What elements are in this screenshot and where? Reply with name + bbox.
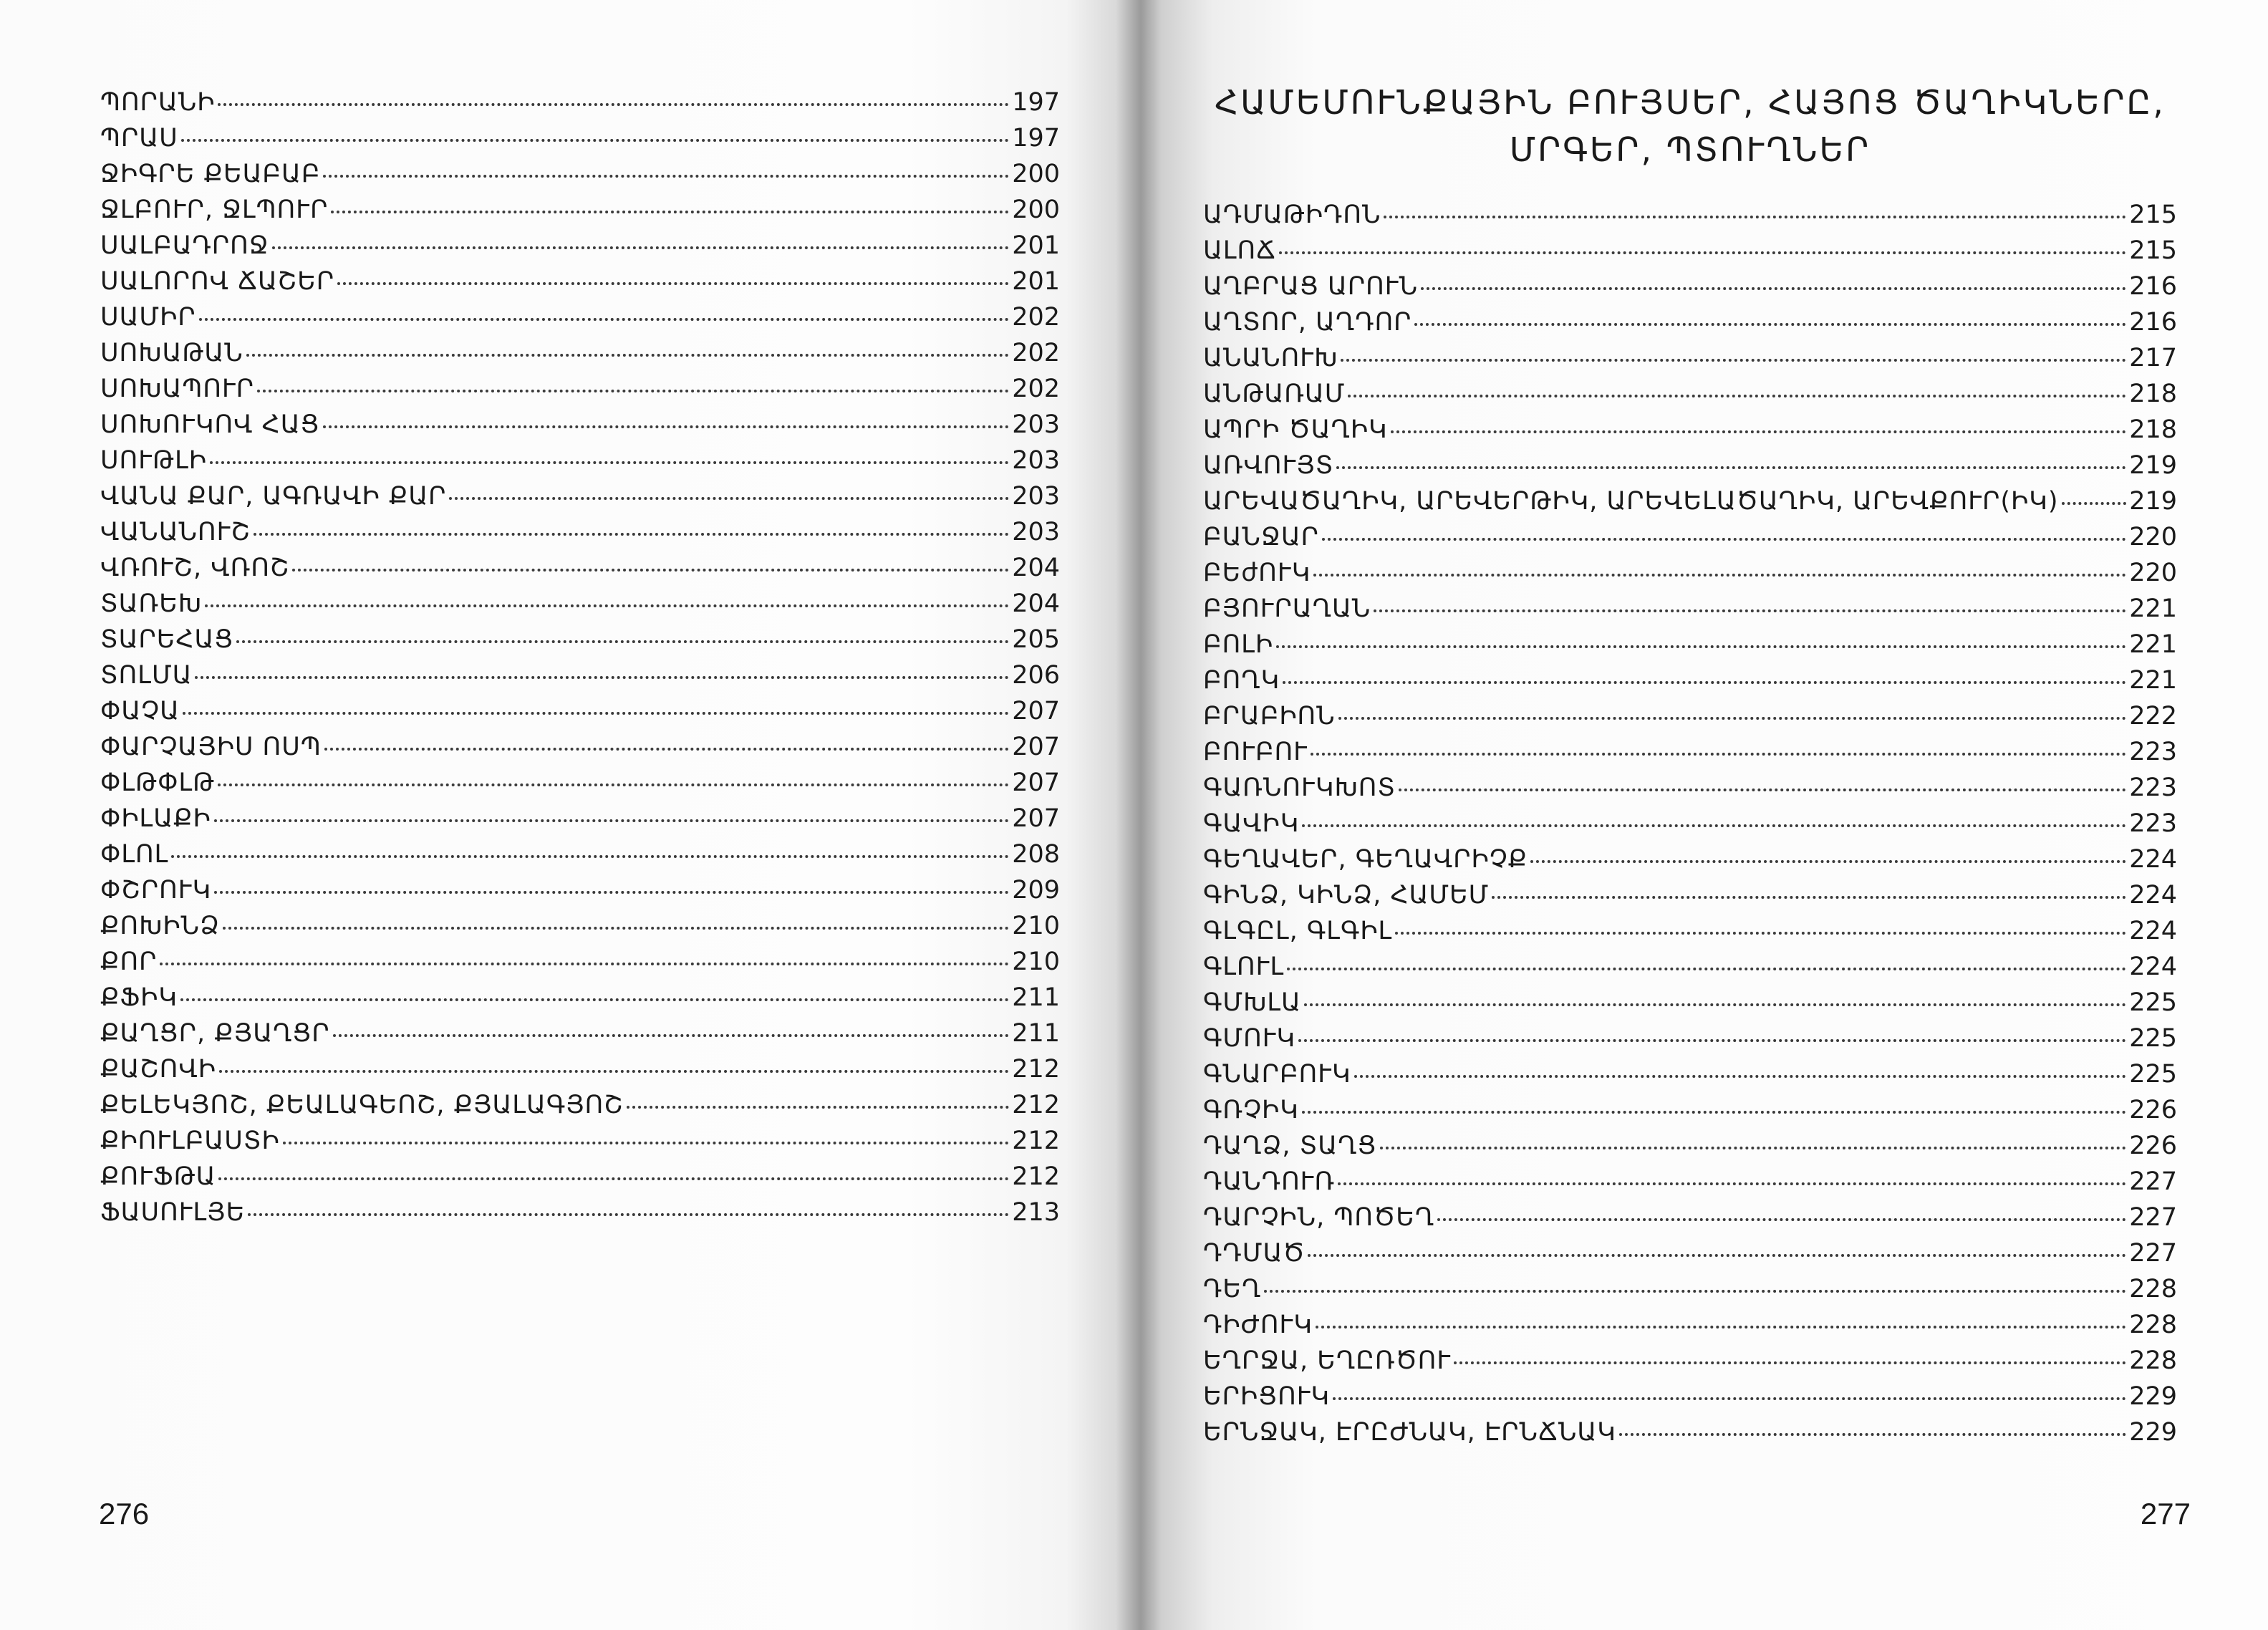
right-toc-list [1203, 197, 2177, 1450]
toc-entry-title: ՓԼՈԼ [100, 840, 169, 869]
toc-entry [100, 836, 1060, 872]
toc-entry-title: ԱՂԲՐԱՑ ԱՐՈՒՆ [1203, 272, 1419, 301]
left-page [0, 0, 1117, 1630]
toc-entry-page-number: 215 [2129, 236, 2177, 265]
dot-leader [1316, 1326, 2126, 1328]
toc-entry [1203, 233, 2177, 269]
toc-entry [1203, 662, 2177, 698]
dot-leader [1311, 753, 2126, 756]
dot-leader [1264, 1290, 2126, 1293]
toc-entry-title: ՔԱՇՈՎԻ [100, 1055, 216, 1084]
toc-entry-title: ՋԻԳՐԵ ՔԵԱԲԱԲ [100, 160, 321, 188]
dot-leader [246, 354, 1009, 357]
toc-entry-page-number: 219 [2129, 451, 2177, 480]
toc-entry-title: ՓԱՐՉԱՅԻՍ ՈՍՊ [100, 733, 322, 761]
toc-entry-page-number: 217 [2129, 344, 2177, 372]
toc-entry-title: ԲՅՈՒՐԱՂԱՆ [1203, 594, 1371, 623]
toc-entry [100, 729, 1060, 765]
toc-entry-title: ՔՈԽԻՆՁ [100, 912, 220, 940]
toc-entry [1203, 519, 2177, 555]
toc-entry-page-number: 201 [1012, 231, 1060, 260]
toc-entry-title: ՍԱՄԻՐ [100, 303, 196, 332]
toc-entry-title: ԳՄԽԼԱ [1203, 988, 1301, 1017]
toc-entry [1203, 1414, 2177, 1450]
dot-leader [323, 425, 1010, 428]
toc-entry [1203, 1307, 2177, 1343]
toc-entry-page-number: 220 [2129, 523, 2177, 551]
toc-entry [1203, 1056, 2177, 1092]
toc-entry-title: ՔՖԻԿ [100, 983, 178, 1012]
toc-entry [100, 765, 1060, 801]
toc-entry-title: ԱՆԹԱՌԱՄ [1203, 380, 1346, 408]
dot-leader [1304, 1003, 2126, 1006]
dot-leader [283, 1142, 1010, 1144]
section-title-line-2: ՄՐԳԵՐ, ՊՏՈՒՂՆԵՐ [1509, 130, 1871, 169]
toc-entry-page-number: 221 [2129, 666, 2177, 695]
toc-entry-title: ԴԻԺՈՒԿ [1203, 1311, 1313, 1339]
toc-entry-title: ՓԱՉԱ [100, 697, 180, 725]
toc-entry [100, 1159, 1060, 1195]
dot-leader [218, 103, 1009, 106]
dot-leader [1322, 538, 2126, 541]
toc-entry-page-number: 204 [1012, 554, 1060, 582]
toc-entry-page-number: 227 [2129, 1203, 2177, 1232]
dot-leader [1530, 860, 2126, 863]
toc-entry-page-number: 228 [2129, 1346, 2177, 1375]
dot-leader [331, 211, 1009, 213]
toc-entry-title: ԱՌՎՈՒՅՏ [1203, 451, 1334, 480]
toc-entry-page-number: 200 [1012, 196, 1060, 224]
toc-entry-title: ՏՈԼՄԱ [100, 661, 193, 690]
toc-entry [1203, 448, 2177, 483]
toc-entry-title: ԲՈՒԲՈՒ [1203, 738, 1308, 766]
dot-leader [1395, 932, 2126, 935]
dot-leader [1338, 1182, 2126, 1185]
toc-entry-page-number: 223 [2129, 809, 2177, 838]
toc-entry-page-number: 226 [2129, 1132, 2177, 1160]
dot-leader [337, 282, 1009, 285]
toc-entry-title: ՊՈՐԱՆԻ [100, 88, 216, 117]
toc-entry-title: ԳԼԳԸԼ, ԳԼԳԻԼ [1203, 917, 1393, 945]
section-title [1203, 79, 2177, 173]
toc-entry-title: ՔՈՒՖԹԱ [100, 1162, 216, 1191]
toc-entry-page-number: 222 [2129, 702, 2177, 730]
dot-leader [1414, 323, 2126, 326]
toc-entry-title: ԱՐԵՎԱԾԱՂԻԿ, ԱՐԵՎԵՐԹԻԿ, ԱՐԵՎԵԼԱԾԱՂԻԿ, ԱՐԵՎՔՈՒՐ(ԻԿ) [1203, 487, 2059, 516]
toc-entry [100, 407, 1060, 443]
toc-entry [1203, 1200, 2177, 1235]
dot-leader [1421, 287, 2126, 290]
toc-entry-page-number: 215 [2129, 201, 2177, 229]
dot-leader [257, 390, 1009, 392]
toc-entry-title: ՋԼԲՈՒՐ, ՋԼՊՈՒՐ [100, 196, 329, 224]
toc-entry-page-number: 224 [2129, 881, 2177, 910]
toc-entry [1203, 627, 2177, 662]
toc-entry-page-number: 228 [2129, 1311, 2177, 1339]
toc-entry-page-number: 197 [1012, 124, 1060, 153]
toc-entry-title: ԴԵՂ [1203, 1275, 1262, 1303]
dot-leader [323, 175, 1009, 178]
toc-entry-title: ՎՌՈՒՇ, ՎՌՈՇ [100, 554, 290, 582]
toc-entry-title: ԳՆԱՐԲՈՒԿ [1203, 1060, 1351, 1089]
toc-entry-title: ԴԱՂՁ, ՏԱՂՑ [1203, 1132, 1377, 1160]
toc-entry-title: ՔԵԼԵԿՅՈՇ, ՔԵԱԼԱԳԵՈՇ, ՔՅԱԼԱԳՅՈՇ [100, 1091, 624, 1119]
toc-entry-page-number: 218 [2129, 380, 2177, 408]
dot-leader [1283, 681, 2126, 684]
right-page [1146, 0, 2268, 1630]
toc-entry-page-number: 224 [2129, 845, 2177, 874]
toc-entry [100, 550, 1060, 586]
toc-entry [100, 192, 1060, 228]
dot-leader [1437, 1218, 2126, 1221]
toc-entry-page-number: 212 [1012, 1162, 1060, 1191]
toc-entry [1203, 269, 2177, 304]
dot-leader [236, 640, 1009, 643]
dot-leader [181, 139, 1009, 142]
toc-entry-page-number: 225 [2129, 1024, 2177, 1053]
toc-entry-title: ՍԱԼԲԱԴՐՈՋ [100, 231, 269, 260]
toc-entry [1203, 770, 2177, 806]
toc-entry-title: ՍՈԽՈՒԿՈՎ ՀԱՑ [100, 410, 320, 439]
toc-entry-title: ՔԱՂՑՐ, ՔՅԱՂՑՐ [100, 1019, 330, 1048]
toc-entry [1203, 591, 2177, 627]
toc-entry-title: ՍՈՒԹԼԻ [100, 446, 207, 475]
dot-leader [324, 748, 1009, 751]
dot-leader [1333, 1397, 2126, 1400]
toc-entry [100, 120, 1060, 156]
toc-entry-title: ԳԻՆՁ, ԿԻՆՁ, ՀԱՄԵՄ [1203, 881, 1490, 910]
toc-entry [1203, 734, 2177, 770]
right-page-number: 277 [2140, 1497, 2191, 1530]
toc-entry-page-number: 203 [1012, 518, 1060, 546]
toc-entry-page-number: 223 [2129, 773, 2177, 802]
toc-entry-title: ՊՐԱՍ [100, 124, 178, 153]
dot-leader [1308, 1254, 2126, 1257]
dot-leader [1276, 645, 2126, 648]
dot-leader [160, 963, 1009, 965]
dot-leader [1313, 574, 2126, 577]
toc-entry-page-number: 212 [1012, 1127, 1060, 1155]
toc-entry [1203, 1021, 2177, 1056]
toc-entry-title: ՓԼԹՓԼԹ [100, 768, 216, 797]
toc-entry-page-number: 216 [2129, 272, 2177, 301]
dot-leader [199, 318, 1010, 321]
toc-entry-title: ՍԱԼՈՐՈՎ ՃԱՇԵՐ [100, 267, 335, 296]
toc-entry [1203, 806, 2177, 841]
toc-entry-page-number: 207 [1012, 733, 1060, 761]
toc-entry-title: ԱԴՄԱԹԻԴՈՆ [1203, 201, 1381, 229]
dot-leader [218, 783, 1009, 786]
toc-entry-page-number: 206 [1012, 661, 1060, 690]
toc-entry-page-number: 203 [1012, 482, 1060, 511]
toc-entry-title: ԲՈԼԻ [1203, 630, 1274, 659]
toc-entry [100, 944, 1060, 980]
toc-entry [100, 514, 1060, 550]
toc-entry-page-number: 200 [1012, 160, 1060, 188]
toc-entry [1203, 985, 2177, 1021]
toc-entry [100, 908, 1060, 944]
toc-entry-page-number: 211 [1012, 983, 1060, 1012]
toc-entry-page-number: 202 [1012, 303, 1060, 332]
toc-entry-page-number: 208 [1012, 840, 1060, 869]
toc-entry-page-number: 221 [2129, 630, 2177, 659]
dot-leader [1302, 824, 2126, 827]
toc-entry-title: ԲԱՆՋԱՐ [1203, 523, 1319, 551]
toc-entry-page-number: 212 [1012, 1055, 1060, 1084]
toc-entry [1203, 197, 2177, 233]
dot-leader [1492, 896, 2126, 899]
toc-entry [100, 980, 1060, 1016]
left-page-number: 276 [99, 1497, 150, 1530]
toc-entry-page-number: 229 [2129, 1382, 2177, 1411]
toc-entry [1203, 1379, 2177, 1414]
toc-entry [100, 1195, 1060, 1230]
toc-entry-page-number: 225 [2129, 988, 2177, 1017]
toc-entry [100, 801, 1060, 836]
toc-entry-title: ԲՈՂԿ [1203, 666, 1280, 695]
toc-entry [100, 586, 1060, 622]
toc-entry-page-number: 228 [2129, 1275, 2177, 1303]
toc-entry [100, 872, 1060, 908]
dot-leader [1341, 359, 2126, 362]
toc-entry-title: ԱՊՐԻ ԾԱՂԻԿ [1203, 415, 1388, 444]
toc-entry-page-number: 210 [1012, 912, 1060, 940]
dot-leader [333, 1034, 1010, 1037]
toc-entry [100, 1087, 1060, 1123]
toc-entry-page-number: 212 [1012, 1091, 1060, 1119]
toc-entry-title: ՍՈԽԱՊՈՒՐ [100, 375, 255, 403]
dot-leader [2062, 502, 2127, 505]
toc-entry-page-number: 211 [1012, 1019, 1060, 1048]
dot-leader [210, 461, 1009, 464]
dot-leader [219, 1070, 1009, 1073]
dot-leader [1391, 430, 2127, 433]
toc-entry-page-number: 224 [2129, 953, 2177, 981]
toc-entry-page-number: 216 [2129, 308, 2177, 337]
toc-entry-page-number: 221 [2129, 594, 2177, 623]
toc-entry-title: ԴԱՐՉԻՆ, ՊՈԾԵՂ [1203, 1203, 1435, 1232]
toc-entry-title: ԵՐՆՋԱԿ, ԷՐԸԺՆԱԿ, ԷՐՆՃՆԱԿ [1203, 1418, 1616, 1447]
toc-entry [100, 85, 1060, 120]
toc-entry-page-number: 207 [1012, 804, 1060, 833]
toc-entry [1203, 1128, 2177, 1164]
section-title-line-1: ՀԱՄԵՄՈՒՆՔԱՅԻՆ ԲՈՒՅՍԵՐ, ՀԱՅՈՑ ԾԱՂԻԿՆԵՐԸ, [1215, 83, 2166, 122]
toc-entry [100, 1016, 1060, 1051]
dot-leader [1287, 968, 2126, 970]
toc-entry-page-number: 207 [1012, 697, 1060, 725]
dot-leader [1454, 1361, 2126, 1364]
toc-entry-title: ԳԱՎԻԿ [1203, 809, 1300, 838]
toc-entry [1203, 841, 2177, 877]
toc-entry-title: ՓՇՐՈՒԿ [100, 876, 212, 905]
toc-entry [1203, 1164, 2177, 1200]
toc-entry-title: ԴԴՄԱԾ [1203, 1239, 1306, 1268]
toc-entry-title: ԳՌՉԻԿ [1203, 1096, 1299, 1124]
toc-entry [100, 335, 1060, 371]
toc-entry-page-number: 225 [2129, 1060, 2177, 1089]
toc-entry [100, 478, 1060, 514]
toc-entry-title: ԳԵՂԱՎԵՐ, ԳԵՂԱՎՐԻՉՔ [1203, 845, 1528, 874]
toc-entry [100, 264, 1060, 299]
dot-leader [180, 998, 1009, 1001]
toc-entry [1203, 698, 2177, 734]
toc-entry-title: ՎԱՆԱ ՔԱՐ, ԱԳՌԱՎԻ ՔԱՐ [100, 482, 447, 511]
toc-entry-page-number: 207 [1012, 768, 1060, 797]
toc-entry-title: ՓԻԼԱՔԻ [100, 804, 211, 833]
toc-entry-page-number: 227 [2129, 1239, 2177, 1268]
toc-entry-title: ՏԱՌԵԽ [100, 589, 203, 618]
toc-entry [100, 622, 1060, 657]
toc-entry-page-number: 202 [1012, 375, 1060, 403]
dot-leader [183, 712, 1009, 715]
toc-entry [100, 228, 1060, 264]
toc-entry-page-number: 220 [2129, 559, 2177, 587]
toc-entry-title: ԳՄՈՒԿ [1203, 1024, 1296, 1053]
toc-entry-page-number: 213 [1012, 1198, 1060, 1227]
left-toc-list [100, 85, 1060, 1230]
toc-entry [1203, 555, 2177, 591]
toc-entry [1203, 1343, 2177, 1379]
dot-leader [218, 1177, 1009, 1180]
toc-entry-page-number: 229 [2129, 1418, 2177, 1447]
dot-leader [1336, 466, 2126, 469]
toc-entry [1203, 376, 2177, 412]
dot-leader [1354, 1075, 2127, 1078]
toc-entry-title: ԱՂՏՈՐ, ԱՂԴՈՐ [1203, 308, 1412, 337]
toc-entry [100, 371, 1060, 407]
toc-entry-page-number: 197 [1012, 88, 1060, 117]
toc-entry [100, 299, 1060, 335]
toc-entry [1203, 877, 2177, 913]
dot-leader [1380, 1147, 2127, 1149]
toc-entry-page-number: 209 [1012, 876, 1060, 905]
dot-leader [214, 891, 1009, 894]
toc-entry-title: ՔՈՐ [100, 947, 158, 976]
toc-entry [100, 443, 1060, 478]
toc-entry-title: ԲՐԱԲԻՈՆ [1203, 702, 1336, 730]
toc-entry [1203, 949, 2177, 985]
dot-leader [171, 855, 1009, 858]
toc-entry [1203, 412, 2177, 448]
toc-entry-page-number: 218 [2129, 415, 2177, 444]
toc-entry [1203, 1271, 2177, 1307]
toc-entry-title: ՎԱՆԱՆՈՒՇ [100, 518, 251, 546]
dot-leader [1399, 789, 2126, 791]
toc-entry-title: ԱԼՈՃ [1203, 236, 1276, 265]
toc-entry-title: ԲԵժՈՒԿ [1203, 559, 1311, 587]
toc-entry-title: ԴԱՆԴՈՒՌ [1203, 1167, 1336, 1196]
toc-entry-page-number: 205 [1012, 625, 1060, 654]
dot-leader [272, 246, 1010, 249]
toc-entry [1203, 1235, 2177, 1271]
toc-entry [1203, 304, 2177, 340]
toc-entry-title: ՔԻՈՒԼԲԱՍՏԻ [100, 1127, 280, 1155]
toc-entry-page-number: 224 [2129, 917, 2177, 945]
toc-entry-page-number: 219 [2129, 487, 2177, 516]
dot-leader [254, 533, 1009, 536]
dot-leader [292, 569, 1009, 572]
toc-entry-title: ԳԱՌՆՈՒԿԽՈՏ [1203, 773, 1396, 802]
dot-leader [1619, 1433, 2126, 1436]
dot-leader [627, 1106, 1009, 1109]
toc-entry [1203, 1092, 2177, 1128]
toc-entry [100, 693, 1060, 729]
dot-leader [1338, 717, 2127, 720]
toc-entry-title: ԵՐԻՑՈՒԿ [1203, 1382, 1331, 1411]
dot-leader [223, 927, 1009, 930]
dot-leader [449, 497, 1009, 500]
dot-leader [214, 819, 1009, 822]
dot-leader [1302, 1111, 2126, 1114]
toc-entry-page-number: 210 [1012, 947, 1060, 976]
toc-entry [100, 1051, 1060, 1087]
dot-leader [1298, 1039, 2126, 1042]
toc-entry-title: ԱՆԱՆՈՒԽ [1203, 344, 1338, 372]
toc-entry-page-number: 204 [1012, 589, 1060, 618]
dot-leader [1279, 251, 2126, 254]
dot-leader [248, 1213, 1009, 1216]
toc-entry-page-number: 201 [1012, 267, 1060, 296]
toc-entry-page-number: 203 [1012, 446, 1060, 475]
toc-entry-page-number: 227 [2129, 1167, 2177, 1196]
toc-entry [100, 156, 1060, 192]
dot-leader [1374, 609, 2126, 612]
toc-entry-page-number: 226 [2129, 1096, 2177, 1124]
toc-entry [100, 1123, 1060, 1159]
toc-entry-page-number: 202 [1012, 339, 1060, 367]
dot-leader [1384, 216, 2126, 218]
dot-leader [195, 676, 1009, 679]
toc-entry-title: ԳԼՈՒԼ [1203, 953, 1285, 981]
toc-entry-title: ԵՂՐՋԱ, ԵՂԸՌԾՈՒ [1203, 1346, 1452, 1375]
dot-leader [205, 604, 1009, 607]
dot-leader [1348, 395, 2126, 397]
toc-entry-title: ՖԱՍՈՒԼՅԵ [100, 1198, 246, 1227]
toc-entry [100, 657, 1060, 693]
toc-entry [1203, 483, 2177, 519]
toc-entry [1203, 340, 2177, 376]
toc-entry-page-number: 203 [1012, 410, 1060, 439]
toc-entry [1203, 913, 2177, 949]
toc-entry-title: ՏԱՐԵՀԱՑ [100, 625, 234, 654]
toc-entry-page-number: 223 [2129, 738, 2177, 766]
toc-entry-title: ՍՈԽԱԹԱՆ [100, 339, 243, 367]
